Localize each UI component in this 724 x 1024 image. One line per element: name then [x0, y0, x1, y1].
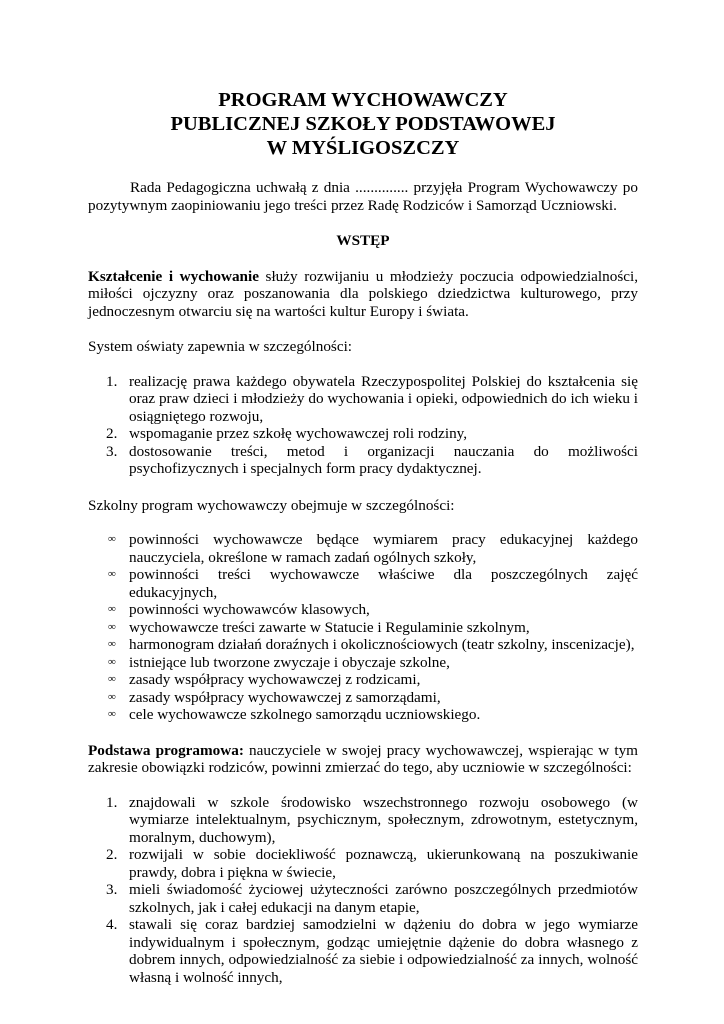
list-item [88, 671, 638, 689]
list-item-text: powinności treści wychowawcze właściwe dla poszczególnych zajęć edukacyjnych, [129, 566, 638, 601]
paragraph-podstawa-bold: Podstawa programowa: [88, 741, 244, 759]
infinity-bullet-icon: ∞ [108, 655, 116, 668]
list-item [88, 794, 638, 847]
list-item [88, 636, 638, 654]
title-line-3: W MYŚLIGOSZCZY [266, 137, 460, 159]
list-item [88, 706, 638, 724]
paragraph-podstawa [88, 742, 638, 777]
list-number: 2. [106, 425, 118, 442]
list-item-text: rozwijali w sobie dociekliwość poznawczą, ukierunkowaną na poszukiwanie prawdy, dobra i piękna w świecie, [129, 846, 638, 881]
list-item-text: wspomaganie przez szkołę wychowawczej roli rodziny, [129, 425, 468, 442]
list-item-text: powinności wychowawców klasowych, [129, 601, 370, 618]
list-item-text: realizację prawa każdego obywatela Rzeczypospolitej Polskiej do kształcenia się oraz praw dzieci i młodzieży do wychowania i opieki, odpowiednich do ich wieku i osiągniętego rozwoju, [129, 372, 638, 425]
list-item [88, 619, 638, 637]
list-item [88, 373, 638, 426]
program-intro: Szkolny program wychowawczy obejmuje w szczególności: [88, 496, 455, 514]
list-item-text: powinności wychowawcze będące wymiarem pracy edukacyjnej każdego nauczyciela, określone w ramach zadań ogólnych szkoły, [129, 531, 638, 566]
list-number: 1. [106, 372, 118, 390]
list-number: 1. [106, 793, 118, 811]
intro-paragraph: Rada Pedagogiczna uchwałą z dnia .............. przyjęła Program Wychowawczy po pozytywnym zaopiniowaniu jego treści przez Radę Rodziców i Samorząd Uczniowski. [88, 179, 638, 214]
list-item [88, 654, 638, 672]
list-item-text: stawali się coraz bardziej samodzielni w dążeniu do dobra w jego wymiarze indywidualnym i społecznym, godząc umiejętnie dążenie do dobra własnego z dobrem innych, odpowiedzialność za siebie i odpowiedzialność za innych, wolność własną i wolność innych, [129, 916, 638, 986]
goals-list [88, 794, 638, 987]
list-number: 4. [106, 916, 118, 933]
list-item-text: wychowawcze treści zawarte w Statucie i Regulaminie szkolnym, [129, 618, 530, 636]
infinity-bullet-icon: ∞ [108, 620, 116, 633]
paragraph-ksztalcenie [88, 268, 638, 321]
list-item [88, 566, 638, 601]
list-item [88, 443, 638, 478]
system-intro: System oświaty zapewnia w szczególności: [88, 338, 353, 355]
list-item-text: zasady współpracy wychowawczej z rodzicami, [129, 671, 421, 688]
infinity-bullet-icon: ∞ [108, 533, 116, 545]
document-page [88, 88, 638, 986]
infinity-bullet-icon: ∞ [108, 690, 116, 703]
list-item-text: cele wychowawcze szkolnego samorządu uczniowskiego. [129, 706, 481, 723]
document-title [88, 88, 638, 160]
program-list [88, 531, 638, 724]
list-item-text: mieli świadomość życiowej użyteczności zarówno poszczególnych przedmiotów szkolnych, jak i całej edukacji na danym etapie, [129, 881, 638, 916]
list-item [88, 881, 638, 916]
list-item [88, 601, 638, 619]
list-item-text: zasady współpracy wychowawczej z samorządami, [129, 688, 441, 706]
title-line-2: PUBLICZNEJ SZKOŁY PODSTAWOWEJ [170, 113, 556, 135]
list-number: 3. [106, 442, 118, 460]
paragraph-podstawa-text: nauczyciele w swojej pracy wychowawczej, wspierając w tym zakresie obowiązki rodziców, powinni zmierzać do tego, aby uczniowie w szczególności: [88, 741, 638, 776]
list-number: 3. [106, 881, 118, 898]
infinity-bullet-icon: ∞ [108, 638, 116, 650]
list-item [88, 425, 638, 443]
infinity-bullet-icon: ∞ [108, 568, 116, 580]
paragraph-ksztalcenie-text: służy rozwijaniu u młodzieży poczucia odpowiedzialności, miłości ojczyzny oraz poszanowania dla polskiego dziedzictwa kulturowego, przy jednoczesnym otwarciu się na wartości kultur Europy i świata. [88, 267, 638, 320]
infinity-bullet-icon: ∞ [108, 708, 116, 720]
paragraph-ksztalcenie-bold: Kształcenie i wychowanie [88, 267, 259, 285]
list-item [88, 916, 638, 986]
list-item-text: znajdowali w szkole środowisko wszechstronnego rozwoju osobowego (w wymiarze intelektualnym, psychicznym, społecznym, zdrowotnym, estetycznym, moralnym, duchowym), [129, 793, 638, 846]
section-heading: WSTĘP [336, 232, 390, 249]
system-list [88, 373, 638, 478]
list-number: 2. [106, 846, 118, 863]
list-item [88, 846, 638, 881]
infinity-bullet-icon: ∞ [108, 603, 116, 615]
list-item-text: istniejące lub tworzone zwyczaje i obyczaje szkolne, [129, 653, 450, 671]
list-item [88, 689, 638, 707]
list-item-text: dostosowanie treści, metod i organizacji nauczania do możliwości psychofizycznych i specjalnych form pracy dydaktycznej. [129, 442, 638, 477]
list-item-text: harmonogram działań doraźnych i okolicznościowych (teatr szkolny, inscenizacje), [129, 636, 635, 653]
list-item [88, 531, 638, 566]
title-line-1: PROGRAM WYCHOWAWCZY [218, 89, 508, 111]
infinity-bullet-icon: ∞ [108, 673, 116, 685]
